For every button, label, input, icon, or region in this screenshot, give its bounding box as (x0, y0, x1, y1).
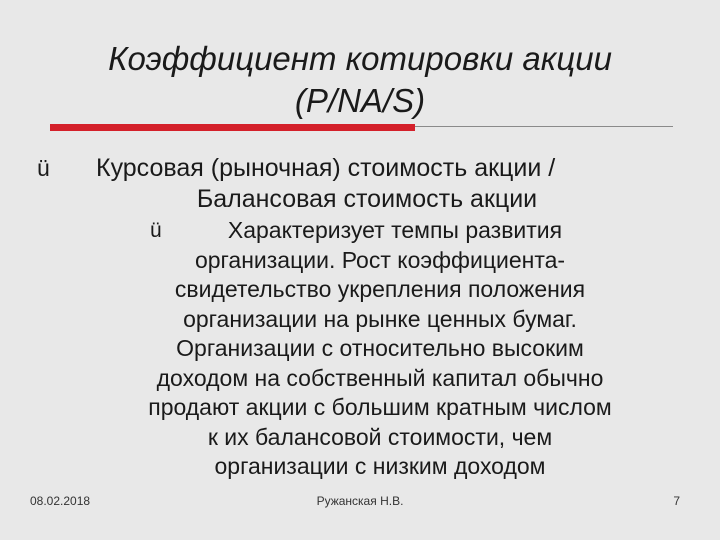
title-accent-rule (50, 124, 415, 131)
sub-bullet-line: продают акции с большим кратным числом (148, 394, 612, 420)
title-divider-rule (415, 126, 673, 127)
slide-title-line2: (P/NA/S) (294, 82, 426, 119)
sub-bullet-line: доходом на собственный капитал обычно (156, 364, 604, 391)
slide-title-line1: Коэффициент котировки акции (108, 40, 612, 77)
footer-date: 08.02.2018 (30, 494, 91, 508)
sub-bullet-line: Организации с относительно высоким (176, 335, 584, 361)
footer-page-number: 7 (673, 494, 680, 508)
sub-bullet-line: организации на рынке ценных бумаг. (183, 305, 577, 332)
sub-bullet-line: Характеризует темпы развития (227, 217, 563, 243)
footer-author: Ружанская Н.В. (316, 494, 404, 508)
sub-bullet-line: организации с низким доходом (214, 453, 546, 479)
check-icon: ü (150, 219, 162, 242)
main-bullet-line1: Курсовая (рыночная) стоимость акции / (96, 154, 556, 182)
sub-bullet-line: свидетельство укрепления положения (174, 276, 586, 302)
sub-bullet-line: организации. Рост коэффициента- (194, 246, 566, 273)
sub-bullet-line: к их балансовой стоимости, чем (207, 423, 553, 450)
main-bullet-line2: Балансовая стоимость акции (196, 185, 538, 213)
check-icon: ü (37, 155, 50, 181)
